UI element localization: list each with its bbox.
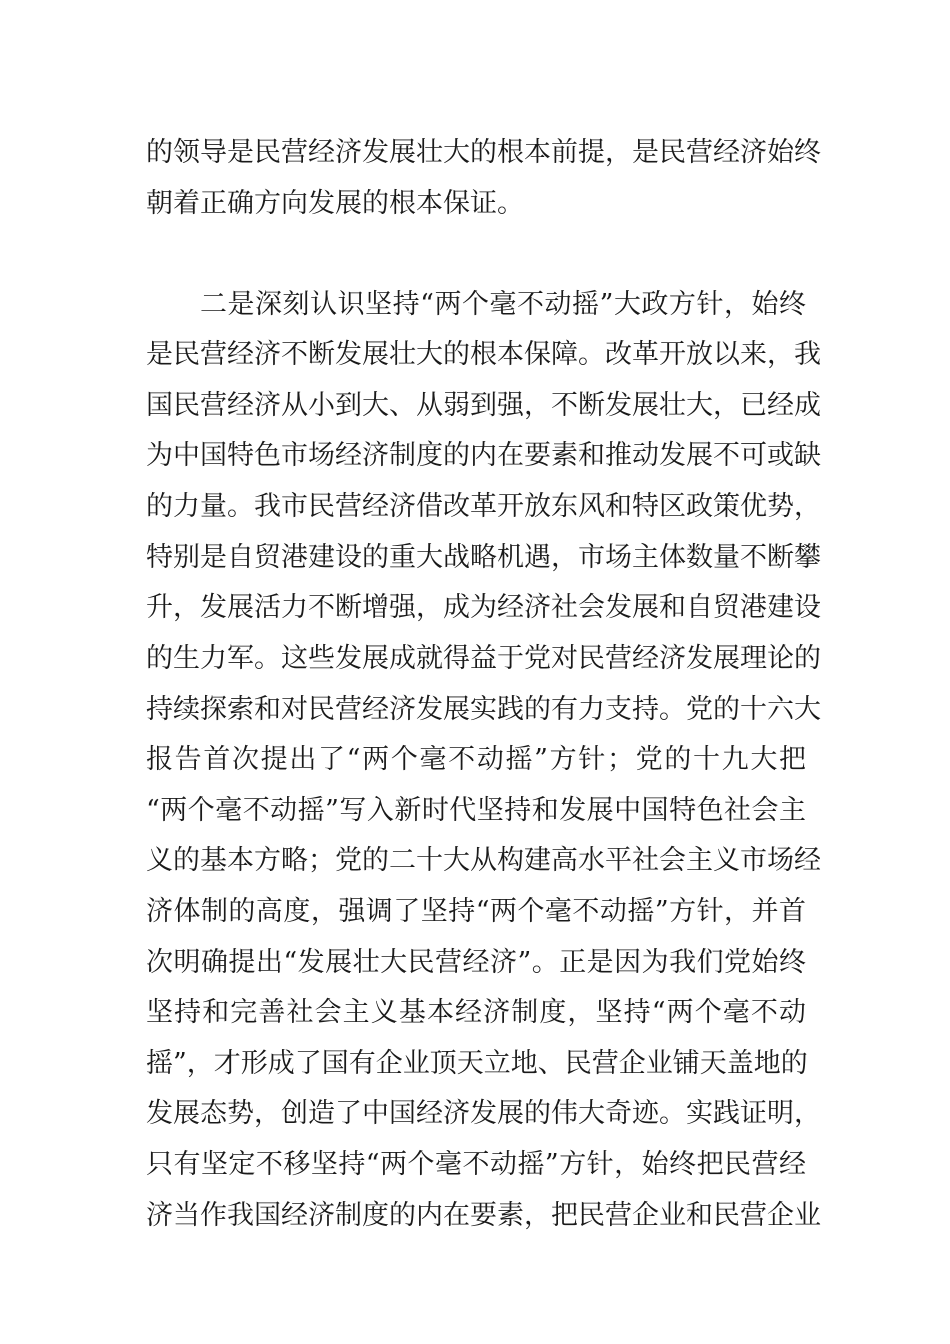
- text-line: 义的基本方略；党的二十大从构建高水平社会主义市场经: [146, 845, 821, 876]
- text-line: 是民营经济不断发展壮大的根本保障。改革开放以来，我: [146, 339, 821, 370]
- text-line: 二是深刻认识坚持“两个毫不动摇”大政方针，始终: [200, 289, 806, 320]
- text-line: 朝着正确方向发展的根本保证。: [146, 188, 524, 219]
- text-line: 的生力军。这些发展成就得益于党对民营经济发展理论的: [146, 643, 821, 674]
- text-line: 发展态势，创造了中国经济发展的伟大奇迹。实践证明，: [146, 1098, 821, 1129]
- text-line: 坚持和完善社会主义基本经济制度，坚持“两个毫不动: [146, 997, 806, 1028]
- text-line: 为中国特色市场经济制度的内在要素和推动发展不可或缺: [146, 440, 821, 471]
- text-line: 的领导是民营经济发展壮大的根本前提，是民营经济始终: [146, 137, 821, 168]
- text-line: 的力量。我市民营经济借改革开放东风和特区政策优势，: [146, 491, 821, 522]
- text-line: 国民营经济从小到大、从弱到强，不断发展壮大，已经成: [146, 390, 821, 421]
- text-line: “两个毫不动摇”写入新时代坚持和发展中国特色社会主: [146, 795, 806, 826]
- text-line: 升，发展活力不断增强，成为经济社会发展和自贸港建设: [146, 592, 821, 623]
- text-line: 特别是自贸港建设的重大战略机遇，市场主体数量不断攀: [146, 542, 821, 573]
- text-line: 摇”，才形成了国有企业顶天立地、民营企业铺天盖地的: [146, 1048, 808, 1079]
- text-line: 持续探索和对民营经济发展实践的有力支持。党的十六大: [146, 694, 821, 725]
- text-line: 只有坚定不移坚持“两个毫不动摇”方针，始终把民营经: [146, 1149, 806, 1180]
- text-line: 济体制的高度，强调了坚持“两个毫不动摇”方针，并首: [146, 896, 806, 927]
- text-line: 济当作我国经济制度的内在要素，把民营企业和民营企业: [146, 1200, 821, 1231]
- text-line: 报告首次提出了“两个毫不动摇”方针；党的十九大把: [146, 744, 806, 775]
- text-line: 次明确提出“发展壮大民营经济”。正是因为我们党始终: [146, 947, 806, 978]
